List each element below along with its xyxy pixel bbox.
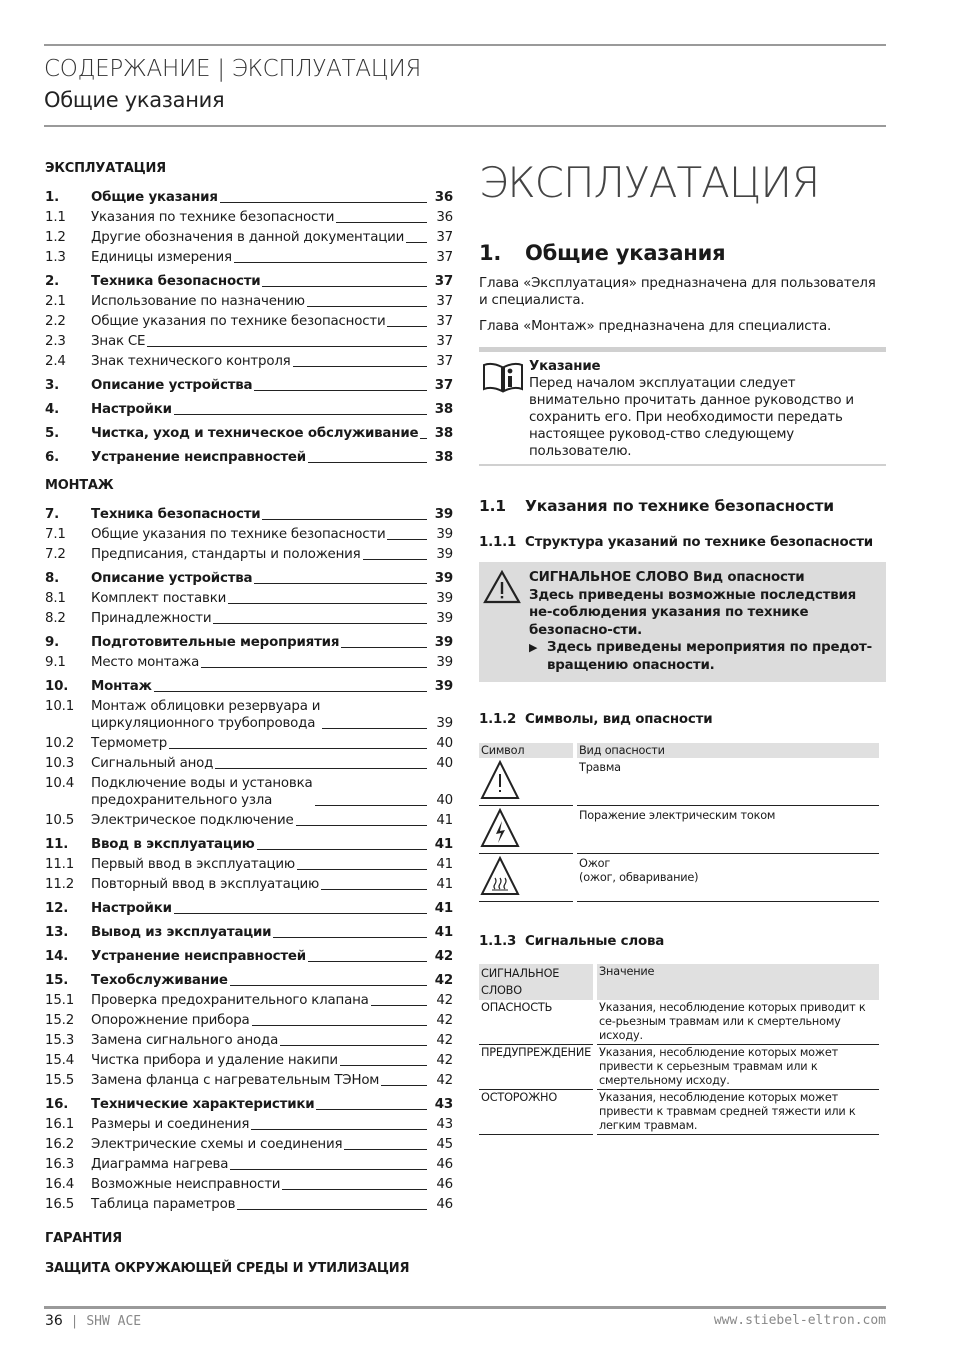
toc-entry-page: 42 bbox=[434, 949, 453, 964]
toc-entry-title: Электрические схемы и соединения bbox=[91, 1137, 343, 1152]
note-text: Перед началом эксплуатации следует внимательно прочитать данное руководство и сохранить его. При необходимости передать настоящее руковод-ство следующему пользователю. bbox=[529, 376, 854, 459]
toc-entry-number: 15.1 bbox=[45, 993, 75, 1008]
signal-word: ОПАСНОСТЬ bbox=[479, 1000, 595, 1045]
leader-line bbox=[228, 603, 427, 604]
leader-line bbox=[387, 326, 427, 327]
toc-entry[interactable] bbox=[45, 809, 453, 829]
toc-entry[interactable] bbox=[45, 1009, 453, 1029]
leader-line bbox=[322, 728, 427, 729]
toc-entry-page: 40 bbox=[436, 736, 453, 751]
toc-entry-title: Знак технического контроля bbox=[91, 354, 291, 369]
toc-entry-number: 16.1 bbox=[45, 1117, 75, 1132]
leader-line bbox=[230, 1169, 427, 1170]
toc-entry-number: 12. bbox=[45, 901, 69, 916]
toc-entry-number: 10.5 bbox=[45, 813, 75, 828]
toc-entry-page: 36 bbox=[434, 190, 453, 205]
toc-entry[interactable] bbox=[45, 1029, 453, 1049]
paragraph: Глава «Монтаж» предназначена для специалиста. bbox=[479, 319, 832, 334]
table-row bbox=[479, 806, 881, 854]
leader-line bbox=[387, 539, 427, 540]
header-subtitle: Общие указания bbox=[44, 88, 225, 112]
toc-entry-number: 5. bbox=[45, 426, 60, 441]
footer-left: 36 | SHW ACE bbox=[45, 1313, 142, 1329]
leader-line bbox=[316, 1109, 427, 1110]
toc-entry-number: 2.3 bbox=[45, 334, 66, 349]
toc-entry[interactable] bbox=[45, 503, 453, 523]
toc-entry-title: Возможные неисправности bbox=[91, 1177, 281, 1192]
toc-entry-number: 15. bbox=[45, 973, 69, 988]
symbols-table bbox=[479, 743, 883, 902]
toc-entry-page: 37 bbox=[434, 378, 453, 393]
toc-entry-page: 46 bbox=[436, 1177, 453, 1192]
toc-entry-title: Подключение воды и установка предохранительного узла bbox=[91, 776, 313, 808]
table-row bbox=[479, 1090, 881, 1135]
warning-action bbox=[529, 639, 878, 674]
toc-entry-number: 8.2 bbox=[45, 611, 66, 626]
toc-entry-page: 39 bbox=[436, 547, 453, 562]
warning-title: СИГНАЛЬНОЕ СЛОВО Вид опасности bbox=[529, 570, 805, 585]
toc-entry[interactable] bbox=[45, 853, 453, 873]
leader-line bbox=[254, 583, 427, 584]
toc-entry-number: 15.3 bbox=[45, 1033, 75, 1048]
toc-entry[interactable] bbox=[45, 246, 453, 266]
leader-line bbox=[297, 869, 427, 870]
toc-entry-page: 37 bbox=[434, 274, 453, 289]
toc-entry-page: 43 bbox=[434, 1097, 453, 1112]
leader-line bbox=[234, 262, 427, 263]
column-header: Символ bbox=[479, 743, 575, 758]
toc-entry-page: 40 bbox=[436, 793, 453, 808]
hot-surface-icon bbox=[479, 856, 521, 896]
toc-entry[interactable] bbox=[45, 873, 453, 893]
toc-entry[interactable] bbox=[45, 921, 453, 941]
toc-entry-title: Ввод в эксплуатацию bbox=[91, 837, 255, 852]
toc-section-heading[interactable]: МОНТАЖ bbox=[45, 478, 114, 493]
toc-entry-page: 38 bbox=[434, 402, 453, 417]
leader-line bbox=[315, 805, 428, 806]
toc-entry-title: Замена фланца с нагревательным ТЭНом bbox=[91, 1073, 380, 1088]
toc-entry-page: 37 bbox=[436, 294, 453, 309]
toc-entry[interactable] bbox=[45, 186, 453, 206]
toc-entry-number: 4. bbox=[45, 402, 60, 417]
toc-entry-page: 39 bbox=[436, 591, 453, 606]
toc-entry-title: Проверка предохранительного клапана bbox=[91, 993, 369, 1008]
header-title: СОДЕРЖАНИЕ | ЭКСПЛУАТАЦИЯ bbox=[44, 56, 422, 82]
toc-entry-title: Размеры и соединения bbox=[91, 1117, 250, 1132]
toc-entry-title: Единицы измерения bbox=[91, 250, 232, 265]
toc-entry-page: 41 bbox=[434, 837, 453, 852]
toc-entry-number: 16. bbox=[45, 1097, 69, 1112]
table-row bbox=[479, 1045, 881, 1090]
toc-entry[interactable] bbox=[45, 945, 453, 965]
subsection-title: Сигнальные слова bbox=[525, 934, 665, 949]
toc-entry-number: 3. bbox=[45, 378, 60, 393]
toc-entry[interactable] bbox=[45, 446, 453, 466]
chapter-heading bbox=[479, 241, 886, 265]
toc-entry-number: 1. bbox=[45, 190, 60, 205]
toc-entry-number: 10.4 bbox=[45, 776, 75, 791]
toc-entry-number: 15.2 bbox=[45, 1013, 75, 1028]
toc-entry-title: Чистка прибора и удаление накипи bbox=[91, 1053, 338, 1068]
table-row bbox=[479, 854, 881, 902]
toc-entry[interactable] bbox=[45, 1093, 453, 1113]
warning-box bbox=[479, 562, 886, 682]
toc-entry-number: 2.4 bbox=[45, 354, 66, 369]
section-title: ЭКСПЛУАТАЦИЯ bbox=[479, 158, 820, 207]
toc-entry-page: 40 bbox=[436, 756, 453, 771]
note-title: Указание bbox=[529, 359, 601, 374]
toc-entry-page: 39 bbox=[434, 679, 453, 694]
toc-entry-number: 8.1 bbox=[45, 591, 66, 606]
toc-entry-number: 6. bbox=[45, 450, 60, 465]
toc-entry-number: 9. bbox=[45, 635, 60, 650]
leader-line bbox=[174, 913, 427, 914]
toc-entry-title: Принадлежности bbox=[91, 611, 212, 626]
toc-entry-title: Чистка, уход и техническое обслуживание bbox=[91, 426, 419, 441]
toc-entry-number: 7.1 bbox=[45, 527, 66, 542]
toc-entry[interactable] bbox=[45, 206, 453, 226]
leader-line bbox=[420, 438, 427, 439]
leader-line bbox=[215, 768, 427, 769]
toc-entry-number: 8. bbox=[45, 571, 60, 586]
toc-entry-number: 16.4 bbox=[45, 1177, 75, 1192]
toc-entry-page: 39 bbox=[436, 611, 453, 626]
toc-entry-title: Повторный ввод в эксплуатацию bbox=[91, 877, 320, 892]
subsection-number: 1.1.3 bbox=[479, 934, 517, 949]
toc-entry-title: Техобслуживание bbox=[91, 973, 228, 988]
leader-line bbox=[344, 1149, 427, 1150]
toc-entry-page: 37 bbox=[436, 230, 453, 245]
subsection-number: 1.1.2 bbox=[479, 712, 517, 727]
toc-entry-title: Описание устройства bbox=[91, 571, 253, 586]
arrow-right-icon: ▶ bbox=[529, 641, 538, 654]
subsection-title: Указания по технике безопасности bbox=[525, 497, 834, 515]
subsection-title: Структура указаний по технике безопасности bbox=[525, 535, 873, 550]
leader-line bbox=[147, 346, 427, 347]
toc-entry[interactable] bbox=[45, 422, 453, 442]
toc-entry-title: Устранение неисправностей bbox=[91, 949, 306, 964]
toc-entry-number: 15.5 bbox=[45, 1073, 75, 1088]
toc-entry-title: Настройки bbox=[91, 402, 172, 417]
toc-entry[interactable] bbox=[45, 631, 453, 651]
signal-words-table bbox=[479, 964, 883, 1135]
toc-entry-number: 2.1 bbox=[45, 294, 66, 309]
column-header: Значение bbox=[595, 964, 881, 1000]
chapter-title: Общие указания bbox=[525, 241, 726, 265]
leader-line bbox=[237, 1209, 427, 1210]
hazard-type: Ожог (ожог, обваривание) bbox=[575, 854, 881, 902]
toc-entry[interactable] bbox=[45, 772, 453, 809]
toc-entry-number: 11.1 bbox=[45, 857, 75, 872]
toc-entry-page: 39 bbox=[436, 655, 453, 670]
toc-entry-title: Замена сигнального анода bbox=[91, 1033, 279, 1048]
toc-entry[interactable] bbox=[45, 350, 453, 370]
toc-section-heading[interactable]: ЗАЩИТА ОКРУЖАЮЩЕЙ СРЕДЫ И УТИЛИЗАЦИЯ bbox=[45, 1261, 410, 1276]
toc-entry-title: Вывод из эксплуатации bbox=[91, 925, 272, 940]
toc-entry-title: Указания по технике безопасности bbox=[91, 210, 335, 225]
warning-action-text: Здесь приведены мероприятия по предот-вращению опасности. bbox=[547, 640, 872, 673]
leader-line bbox=[307, 306, 427, 307]
toc-entry[interactable] bbox=[45, 523, 453, 543]
leader-line bbox=[282, 1189, 427, 1190]
toc-entry-page: 45 bbox=[436, 1137, 453, 1152]
toc-entry[interactable] bbox=[45, 1049, 453, 1069]
toc-entry-title: Сигнальный анод bbox=[91, 756, 214, 771]
signal-word: ПРЕДУПРЕЖДЕНИЕ bbox=[479, 1045, 595, 1090]
toc-entry-number: 10.1 bbox=[45, 699, 75, 714]
leader-line bbox=[254, 390, 427, 391]
subsubsection-heading bbox=[479, 712, 886, 727]
toc-entry-number: 10.3 bbox=[45, 756, 75, 771]
toc-entry-title: Термометр bbox=[91, 736, 168, 751]
signal-word: ОСТОРОЖНО bbox=[479, 1090, 595, 1135]
toc-entry-number: 10.2 bbox=[45, 736, 75, 751]
toc-entry-number: 14. bbox=[45, 949, 69, 964]
leader-line bbox=[336, 222, 427, 223]
toc-entry[interactable] bbox=[45, 290, 453, 310]
footer-rule bbox=[44, 1306, 886, 1309]
toc-entry[interactable] bbox=[45, 989, 453, 1009]
table-of-contents bbox=[45, 161, 453, 1286]
leader-line bbox=[293, 366, 427, 367]
toc-entry[interactable] bbox=[45, 398, 453, 418]
toc-entry-number: 9.1 bbox=[45, 655, 66, 670]
toc-entry-number: 10. bbox=[45, 679, 69, 694]
hazard-type: Поражение электрическим током bbox=[575, 806, 881, 854]
toc-section-heading[interactable]: ЭКСПЛУАТАЦИЯ bbox=[45, 161, 166, 176]
toc-entry[interactable] bbox=[45, 752, 453, 772]
leader-line bbox=[169, 748, 427, 749]
toc-entry-page: 42 bbox=[436, 1073, 453, 1088]
leader-line bbox=[273, 937, 427, 938]
toc-entry-number: 13. bbox=[45, 925, 69, 940]
signal-meaning: Указания, несоблюдение которых приводит к се-рьезным травмам или к смертельному исходу. bbox=[595, 1000, 881, 1045]
top-rule bbox=[44, 44, 886, 46]
note-box bbox=[479, 347, 886, 466]
table-row bbox=[479, 1000, 881, 1045]
subsubsection-heading bbox=[479, 934, 886, 949]
toc-entry-title: Предписания, стандарты и положения bbox=[91, 547, 361, 562]
toc-entry-page: 46 bbox=[436, 1197, 453, 1212]
toc-entry-page: 39 bbox=[436, 716, 453, 731]
toc-entry-page: 43 bbox=[436, 1117, 453, 1132]
toc-entry-page: 37 bbox=[436, 354, 453, 369]
leader-line bbox=[252, 1025, 427, 1026]
toc-entry-page: 41 bbox=[436, 813, 453, 828]
toc-entry-number: 16.5 bbox=[45, 1197, 75, 1212]
toc-entry-number: 15.4 bbox=[45, 1053, 75, 1068]
toc-entry-number: 1.1 bbox=[45, 210, 66, 225]
toc-entry-title: Технические характеристики bbox=[91, 1097, 315, 1112]
leader-line bbox=[257, 849, 427, 850]
toc-entry[interactable] bbox=[45, 1173, 453, 1193]
toc-entry-page: 39 bbox=[434, 507, 453, 522]
toc-entry-title: Настройки bbox=[91, 901, 172, 916]
leader-line bbox=[308, 961, 427, 962]
toc-entry-number: 7. bbox=[45, 507, 60, 522]
warning-icon bbox=[483, 570, 521, 610]
toc-entry-title: Монтаж bbox=[91, 679, 152, 694]
toc-entry[interactable] bbox=[45, 833, 453, 853]
toc-entry[interactable] bbox=[45, 897, 453, 917]
toc-entry-page: 42 bbox=[436, 1053, 453, 1068]
subsection-number: 1.1.1 bbox=[479, 535, 517, 550]
toc-entry[interactable] bbox=[45, 1069, 453, 1089]
leader-line bbox=[262, 286, 427, 287]
toc-entry-title: Использование по назначению bbox=[91, 294, 305, 309]
subsection-number: 1.1 bbox=[479, 497, 506, 515]
toc-entry-number: 2. bbox=[45, 274, 60, 289]
toc-entry-page: 42 bbox=[436, 1033, 453, 1048]
leader-line bbox=[308, 462, 427, 463]
leader-line bbox=[251, 1129, 427, 1130]
toc-entry[interactable] bbox=[45, 607, 453, 627]
leader-line bbox=[296, 825, 428, 826]
page-number: 36 bbox=[45, 1313, 63, 1329]
toc-entry-page: 37 bbox=[436, 334, 453, 349]
toc-entry-page: 39 bbox=[436, 527, 453, 542]
toc-entry[interactable] bbox=[45, 226, 453, 246]
paragraph: Глава «Эксплуатация» предназначена для пользователя и специалиста. bbox=[479, 276, 876, 308]
leader-line bbox=[406, 242, 427, 243]
toc-entry-title: Общие указания по технике безопасности bbox=[91, 314, 386, 329]
toc-entry-page: 42 bbox=[436, 1013, 453, 1028]
toc-entry[interactable] bbox=[45, 567, 453, 587]
toc-entry[interactable] bbox=[45, 651, 453, 671]
signal-meaning: Указания, несоблюдение которых может привести к травмам средней тяжести или к легким травмам. bbox=[595, 1090, 881, 1135]
toc-entry[interactable] bbox=[45, 543, 453, 563]
toc-entry-number: 11.2 bbox=[45, 877, 75, 892]
toc-entry-page: 39 bbox=[434, 635, 453, 650]
toc-entry[interactable] bbox=[45, 695, 453, 732]
subsection-heading bbox=[479, 497, 886, 515]
website-url: www.stiebel-eltron.com bbox=[713, 1313, 886, 1328]
toc-entry-page: 39 bbox=[434, 571, 453, 586]
leader-line bbox=[280, 1045, 427, 1046]
toc-entry-title: Техника безопасности bbox=[91, 274, 261, 289]
leader-line bbox=[381, 1085, 427, 1086]
toc-entry-page: 42 bbox=[436, 993, 453, 1008]
toc-entry-title: Опорожнение прибора bbox=[91, 1013, 250, 1028]
leader-line bbox=[321, 889, 427, 890]
toc-entry-page: 38 bbox=[434, 426, 453, 441]
toc-entry-number: 16.3 bbox=[45, 1157, 75, 1172]
toc-entry[interactable] bbox=[45, 1153, 453, 1173]
toc-entry-title: Диаграмма нагрева bbox=[91, 1157, 229, 1172]
toc-entry-title: Электрическое подключение bbox=[91, 813, 294, 828]
signal-meaning: Указания, несоблюдение которых может привести к серьезным травмам или к смертельному исходу. bbox=[595, 1045, 881, 1090]
toc-entry[interactable] bbox=[45, 330, 453, 350]
toc-entry-title: Первый ввод в эксплуатацию bbox=[91, 857, 296, 872]
toc-entry-title: Подготовительные мероприятия bbox=[91, 635, 340, 650]
toc-entry-page: 38 bbox=[434, 450, 453, 465]
toc-entry-page: 41 bbox=[434, 901, 453, 916]
chapter-number: 1. bbox=[479, 241, 502, 265]
toc-entry-title: Описание устройства bbox=[91, 378, 253, 393]
column-header: СИГНАЛЬНОЕ СЛОВО bbox=[479, 964, 595, 1000]
leader-line bbox=[154, 691, 427, 692]
leader-line bbox=[341, 647, 427, 648]
toc-entry-page: 36 bbox=[436, 210, 453, 225]
leader-line bbox=[371, 1005, 427, 1006]
leader-line bbox=[174, 414, 427, 415]
toc-entry-title: Монтаж облицовки резервуара и циркуляционного трубопровода bbox=[91, 699, 321, 731]
leader-line bbox=[262, 519, 427, 520]
toc-entry-title: Общие указания bbox=[91, 190, 218, 205]
toc-entry-page: 41 bbox=[434, 925, 453, 940]
toc-entry[interactable] bbox=[45, 969, 453, 989]
toc-entry-title: Знак CE bbox=[91, 334, 146, 349]
info-book-icon bbox=[482, 361, 524, 398]
toc-entry[interactable] bbox=[45, 1113, 453, 1133]
electric-shock-icon bbox=[479, 808, 521, 848]
toc-entry-page: 46 bbox=[436, 1157, 453, 1172]
toc-entry-number: 2.2 bbox=[45, 314, 66, 329]
header-rule bbox=[44, 125, 886, 127]
toc-entry[interactable] bbox=[45, 675, 453, 695]
toc-entry[interactable] bbox=[45, 270, 453, 290]
toc-entry-page: 37 bbox=[436, 314, 453, 329]
toc-entry[interactable] bbox=[45, 374, 453, 394]
toc-entry-title: Общие указания по технике безопасности bbox=[91, 527, 386, 542]
toc-entry-title: Другие обозначения в данной документации bbox=[91, 230, 405, 245]
leader-line bbox=[340, 1065, 427, 1066]
toc-entry[interactable] bbox=[45, 732, 453, 752]
warning-text: Здесь приведены возможные последствия не-соблюдения указания по технике безопасно-сти. bbox=[529, 587, 857, 638]
toc-entry-page: 41 bbox=[436, 877, 453, 892]
toc-entry-title: Таблица параметров bbox=[91, 1197, 236, 1212]
column-header: Вид опасности bbox=[575, 743, 881, 758]
toc-entry-number: 1.3 bbox=[45, 250, 66, 265]
toc-entry-title: Техника безопасности bbox=[91, 507, 261, 522]
subsection-title: Символы, вид опасности bbox=[525, 712, 713, 727]
hazard-type: Травма bbox=[575, 758, 881, 806]
toc-entry[interactable] bbox=[45, 587, 453, 607]
main-content bbox=[479, 150, 886, 1135]
toc-entry[interactable] bbox=[45, 1193, 453, 1213]
leader-line bbox=[213, 623, 427, 624]
toc-entry-number: 16.2 bbox=[45, 1137, 75, 1152]
toc-entry-page: 37 bbox=[436, 250, 453, 265]
leader-line bbox=[230, 985, 427, 986]
toc-entry-number: 7.2 bbox=[45, 547, 66, 562]
toc-entry-page: 42 bbox=[434, 973, 453, 988]
toc-entry-page: 41 bbox=[436, 857, 453, 872]
toc-entry-title: Место монтажа bbox=[91, 655, 200, 670]
warning-icon bbox=[479, 760, 521, 800]
toc-entry-title: Устранение неисправностей bbox=[91, 450, 306, 465]
leader-line bbox=[201, 667, 427, 668]
table-row bbox=[479, 758, 881, 806]
toc-entry-title: Комплект поставки bbox=[91, 591, 227, 606]
leader-line bbox=[363, 559, 427, 560]
toc-entry-number: 1.2 bbox=[45, 230, 66, 245]
toc-section-heading[interactable]: ГАРАНТИЯ bbox=[45, 1231, 122, 1246]
product-name: SHW ACE bbox=[86, 1314, 142, 1329]
toc-entry-number: 11. bbox=[45, 837, 69, 852]
subsubsection-heading bbox=[479, 535, 886, 550]
toc-entry[interactable] bbox=[45, 1133, 453, 1153]
toc-entry[interactable] bbox=[45, 310, 453, 330]
leader-line bbox=[220, 202, 427, 203]
